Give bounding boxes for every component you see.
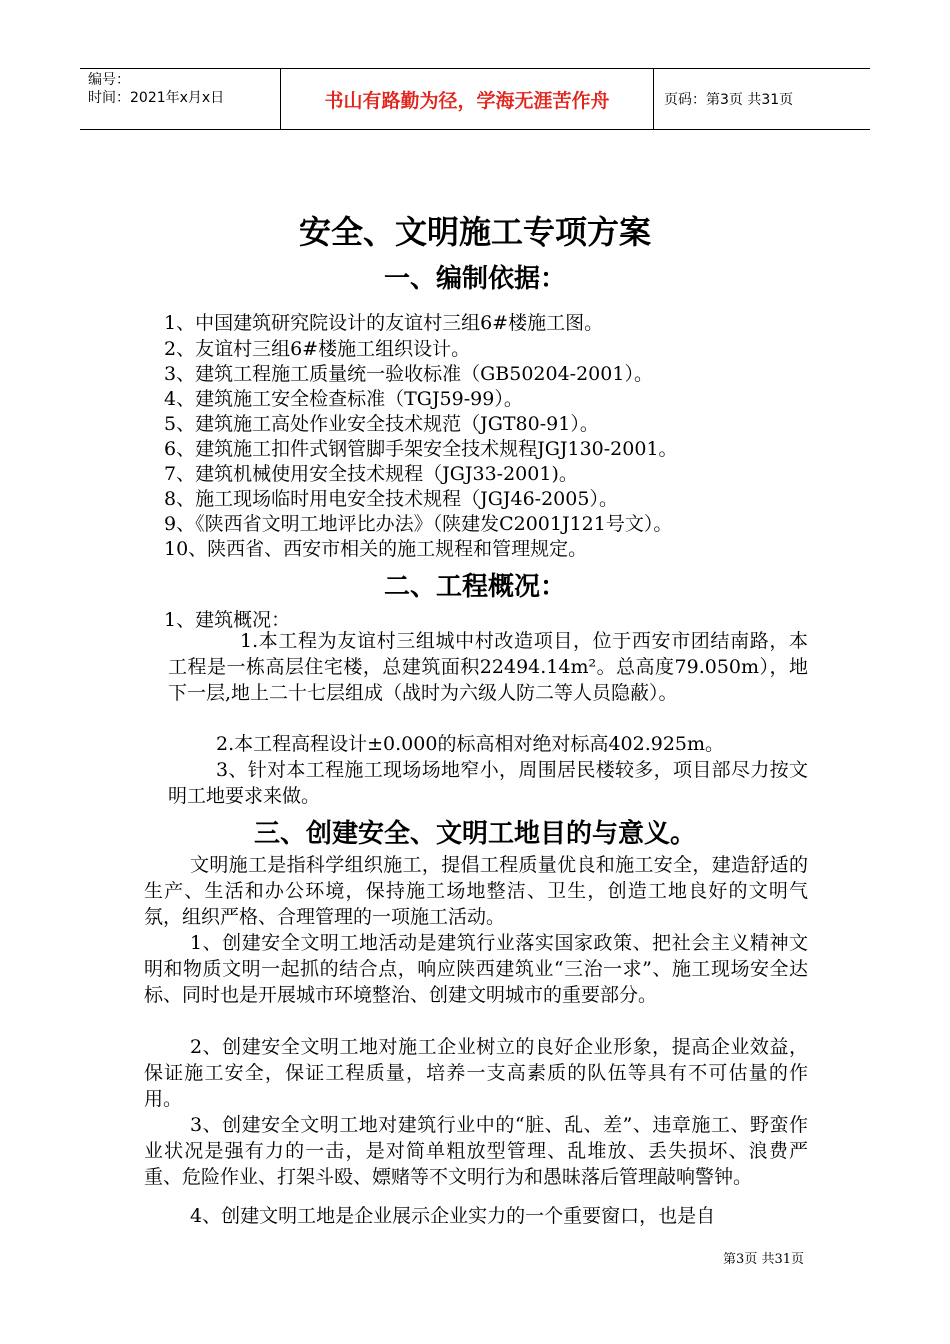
- purpose-paragraph: 4、创建文明工地是企业展示企业实力的一个重要窗口，也是自: [190, 1205, 716, 1227]
- doc-number-label: 编号：: [88, 72, 130, 88]
- basis-item: 10、陕西省、西安市相关的施工规程和管理规定。: [164, 538, 588, 560]
- section2-subheading: 1、建筑概况：: [164, 609, 291, 631]
- section1-heading: 一、编制依据：: [383, 264, 566, 294]
- purpose-paragraph: 1、创建安全文明工地活动是建筑行业落实国家政策、把社会主义精神文明和物质文明一起抓的结合点，响应陕西建筑业“三治一求”、施工现场安全达标、同时也是开展城市环境整治、创建文明城市的重要部分。: [144, 932, 808, 1007]
- basis-item: 9、《陕西省文明工地评比办法》（陕建发C2001J121号文）。: [164, 513, 673, 535]
- purpose-paragraph: 3、创建安全文明工地对建筑行业中的“脏、乱、差”、违章施工、野蛮作业状况是强有力的一击，是对简单粗放型管理、乱堆放、丢失损坏、浪费严重、危险作业、打架斗殴、嫖赌等不文明行为和愚昧落后管理敲响警钟。: [144, 1114, 808, 1189]
- overview-paragraph: 1.本工程为友谊村三组城中村改造项目，位于西安市团结南路，本工程是一栋高层住宅楼，总建筑面积22494.14m²。总高度79.050m），地下一层,地上二十七层组成（战时为六级人防二等人员隐蔽）。: [168, 630, 808, 705]
- section3-heading: 三、创建安全、文明工地目的与意义。: [253, 819, 696, 849]
- doc-time-label: 时间：2021年x月x日: [88, 90, 225, 106]
- overview-paragraph: 3、针对本工程施工现场场地窄小，周围居民楼较多，项目部尽力按文明工地要求来做。: [168, 759, 808, 808]
- header-page-code: 页码：第3页 共31页: [664, 92, 794, 108]
- basis-item: 3、建筑工程施工质量统一验收标准（GB50204-2001）。: [164, 363, 653, 385]
- basis-item: 4、建筑施工安全检查标准（TGJ59-99）。: [164, 388, 523, 410]
- page-footer: 第3页 共31页: [723, 1252, 804, 1267]
- basis-item: 2、友谊村三组6#楼施工组织设计。: [164, 338, 471, 360]
- basis-item: 8、施工现场临时用电安全技术规程（JGJ46-2005）。: [164, 488, 618, 510]
- overview-paragraph: 2.本工程高程设计±0.000的标高相对绝对标高402.925m。: [216, 733, 725, 755]
- header-table: [80, 68, 870, 130]
- document-title: 安全、文明施工专项方案: [298, 213, 651, 251]
- header-meta: [80, 69, 281, 129]
- basis-item: 6、建筑施工扣件式钢管脚手架安全技术规程JGJ130-2001。: [164, 438, 678, 460]
- purpose-paragraph: 2、创建安全文明工地对施工企业树立的良好企业形象，提高企业效益，保证施工安全，保证工程质量，培养一支高素质的队伍等具有不可估量的作用。: [144, 1036, 808, 1111]
- basis-item: 7、建筑机械使用安全技术规程（JGJ33-2001)。: [164, 463, 578, 485]
- header-motto: 书山有路勤为径，学海无涯苦作舟: [281, 69, 654, 129]
- purpose-paragraph: 文明施工是指科学组织施工，提倡工程质量优良和施工安全，建造舒适的生产、生活和办公环境，保持施工场地整洁、卫生，创造工地良好的文明气氛，组织严格、合理管理的一项施工活动。: [144, 854, 808, 929]
- section2-heading: 二、工程概况：: [383, 572, 566, 602]
- basis-item: 5、建筑施工高处作业安全技术规范（JGT80-91）。: [164, 413, 599, 435]
- basis-item: 1、中国建筑研究院设计的友谊村三组6#楼施工图。: [164, 312, 604, 334]
